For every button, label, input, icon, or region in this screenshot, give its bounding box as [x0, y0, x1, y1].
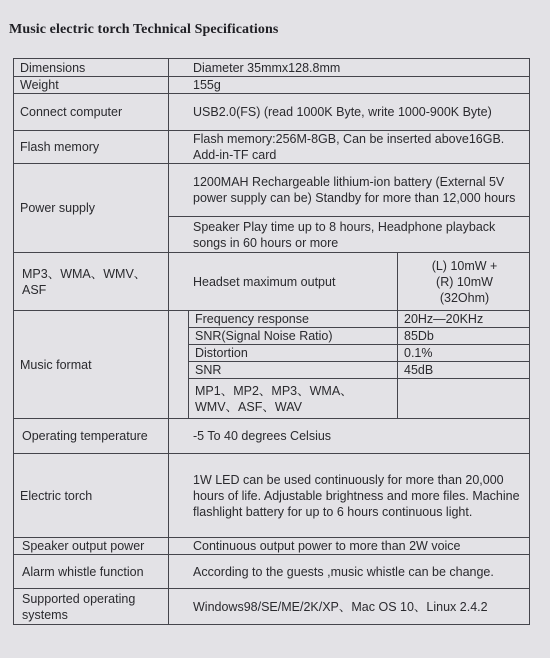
- alarm-value: According to the guests ,music whistle can be change.: [169, 555, 530, 589]
- alarm-label: Alarm whistle function: [14, 555, 169, 589]
- spec-table: [13, 58, 530, 625]
- formats-empty-cell: [398, 379, 530, 419]
- page-title: Music electric torch Technical Specifications: [9, 22, 279, 37]
- os-value: Windows98/SE/ME/2K/XP、Mac OS 10、Linux 2.4.2: [169, 589, 530, 625]
- distortion-label: Distortion: [189, 345, 398, 362]
- power-playtime-value: Speaker Play time up to 8 hours, Headphone playback songs in 60 hours or more: [169, 217, 530, 253]
- headset-right-value: (R) 10mW: [436, 274, 493, 289]
- headset-ohm-value: (32Ohm): [439, 290, 490, 305]
- power-label: Power supply: [14, 164, 169, 253]
- operating-label: Operating temperature: [14, 419, 169, 454]
- distortion-value: 0.1%: [398, 345, 530, 362]
- operating-value: -5 To 40 degrees Celsius: [169, 419, 530, 454]
- torch-value: 1W LED can be used continuously for more than 20,000 hours of life. Adjustable brightness and more files. Machine flashlight battery for up to 6 hours continuous light.: [169, 454, 530, 538]
- table-row: [14, 555, 530, 589]
- headset-output-value: [398, 253, 530, 311]
- table-row: [14, 538, 530, 555]
- frequency-label: Frequency response: [189, 311, 398, 328]
- weight-value: 155g: [169, 77, 530, 94]
- table-row: [14, 589, 530, 625]
- table-row: [14, 253, 530, 311]
- flash-value: Flash memory:256M-8GB, Can be inserted above16GB. Add-in-TF card: [169, 131, 530, 164]
- power-battery-value: 1200MAH Rechargeable lithium-ion battery (External 5V power supply can be) Standby for more than 12,000 hours: [169, 164, 530, 217]
- speaker-value: Continuous output power to more than 2W voice: [169, 538, 530, 555]
- table-row: [14, 419, 530, 454]
- music-format-spacer: [169, 311, 189, 419]
- frequency-value: 20Hz—20KHz: [398, 311, 530, 328]
- flash-label: Flash memory: [14, 131, 169, 164]
- os-label: Supported operating systems: [14, 589, 169, 625]
- connect-value: USB2.0(FS) (read 1000K Byte, write 1000-900K Byte): [169, 94, 530, 131]
- headset-left-value: (L) 10mW +: [431, 258, 498, 273]
- table-row: [14, 311, 530, 328]
- dimensions-value: Diameter 35mmx128.8mm: [169, 59, 530, 77]
- mp3-label: MP3、WMA、WMV、ASF: [14, 253, 169, 311]
- headset-output-label: Headset maximum output: [169, 253, 398, 311]
- table-row: [14, 59, 530, 77]
- table-row: [14, 131, 530, 164]
- snr-label: SNR: [189, 362, 398, 379]
- snr-value: 45dB: [398, 362, 530, 379]
- table-row: [14, 77, 530, 94]
- dimensions-label: Dimensions: [14, 59, 169, 77]
- table-row: [14, 164, 530, 217]
- snr-ratio-label: SNR(Signal Noise Ratio): [189, 328, 398, 345]
- formats-value: MP1、MP2、MP3、WMA、WMV、ASF、WAV: [189, 379, 398, 419]
- music-format-label: Music format: [14, 311, 169, 419]
- torch-label: Electric torch: [14, 454, 169, 538]
- table-row: [14, 454, 530, 538]
- weight-label: Weight: [14, 77, 169, 94]
- snr-ratio-value: 85Db: [398, 328, 530, 345]
- table-row: [14, 94, 530, 131]
- connect-label: Connect computer: [14, 94, 169, 131]
- speaker-label: Speaker output power: [14, 538, 169, 555]
